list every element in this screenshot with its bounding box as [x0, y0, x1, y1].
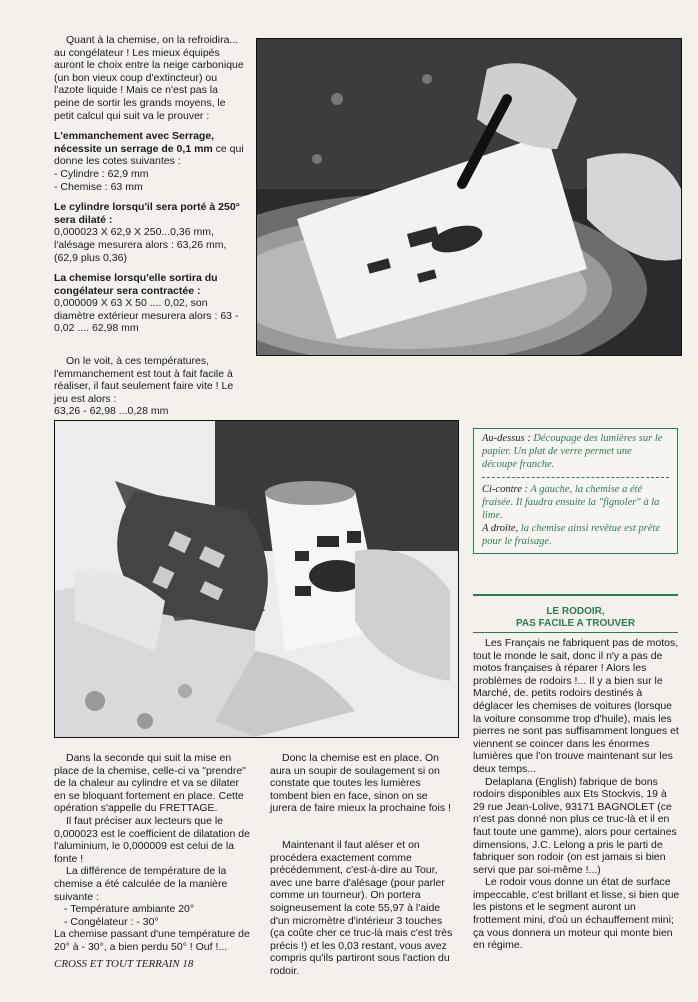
section-serrage: [54, 130, 244, 168]
rodoir-heading: [473, 606, 678, 630]
section-chemise-body: 0,000009 X 63 X 50 .... 0,02, son diamètre extérieur mesurera alors : 63 - 0,02 .... 62,98 mm: [54, 297, 239, 335]
list-item-ambiante: - Température ambiante 20°: [64, 903, 250, 916]
coefficient-paragraph: Il faut préciser aux lecteurs que le 0,000023 est le coefficient de dilatation de l'aluminium, le 0,000009 est celui de la fonte !: [54, 814, 250, 865]
caption-right-label: A droite,: [482, 522, 519, 534]
caption-right-text: la chemise ainsi revêtue est prête pour le fraisage.: [482, 522, 661, 547]
photo-paper-cutting: [256, 38, 682, 356]
bottom-middle-column: [270, 752, 456, 978]
caption-above: [482, 433, 669, 471]
caption-above-text: Découpage des lumières sur le papier. Un plat de verre permet une découpe franche.: [482, 433, 663, 470]
cote-cylindre: - Cylindre : 62,9 mm: [54, 167, 149, 180]
caption-against-label: Ci-contre :: [482, 484, 528, 496]
section-divider: [473, 594, 678, 596]
rodoir-paragraph-3: Le rodoir vous donne un état de surface impeccable, c'est brillant et lisse, si bien que les pistons et le segment auront un frottement mini, d'où un échauffement mini; ça vous donnera un moteur qui monte bien en régime.: [473, 876, 680, 952]
caption-separator: [482, 477, 669, 478]
rodoir-heading-line2: PAS FACILE A TROUVER: [515, 618, 636, 629]
top-left-column: [54, 34, 244, 418]
caption-above-label: Au-dessus :: [482, 433, 531, 444]
list-item-congelateur: - Congélateur : - 30°: [64, 916, 250, 929]
section-serrage-title: L'emmanchement avec Serrage, nécessite un serrage de 0,1 mm: [54, 130, 215, 155]
caption-against-text: A gauche, la chemise a été fraisée. Il faudra ensuite la "fignoler" à la lime.: [482, 484, 660, 521]
caption-against: [482, 484, 669, 522]
section-cylindre-title: Le cylindre lorsqu'il sera porté à 250° sera dilaté :: [54, 201, 240, 226]
page-footer: CROSS ET TOUT TERRAIN 18: [54, 958, 194, 970]
perte-paragraph: La chemise passant d'une température de 20° à - 30°, a bien perdu 50° ! Ouf !...: [54, 928, 250, 953]
caption-right: [482, 523, 669, 549]
heading-underline: [473, 632, 678, 633]
result-line: 63,26 - 62,98 ...0,28 mm: [54, 405, 169, 418]
rodoir-column: [473, 637, 680, 952]
section-chemise-title: La chemise lorsqu'elle sortira du congélateur sera contractée :: [54, 272, 218, 297]
section-serrage-rest: ce qui donne les cotes suivantes :: [54, 142, 244, 168]
photo-chemise-fraisee: [54, 420, 459, 738]
section-cylindre-body: 0,000023 X 62,9 X 250...0,36 mm, l'alésage mesurera alors : 63,26 mm, (62,9 plus 0,36): [54, 226, 227, 264]
cote-chemise: - Chemise : 63 mm: [54, 180, 143, 193]
temperature-paragraph: La différence de température de la chemise a été calculée de la manière suivante :: [54, 865, 228, 903]
rodoir-paragraph-2: Delaplana (English) fabrique de bons rodoirs disponibles aux Ets Stockvis, 19 à 29 rue Jean-Lolive, 93171 BAGNOLET (ce n'est pas donné non plus ce truc-là et il en faut toute une gamme), alors pour certaines dimensions, J.C. Lelong a pris le parti de fabriquer son rodoir (on est jamais si bien servi que par soi-même !...): [473, 775, 677, 876]
temperature-list: [54, 903, 250, 928]
paper-cutting-illustration: [257, 39, 681, 355]
intro-paragraph: Quant à la chemise, on la refroidira... au congélateur ! Les mieux équipés auront le choix entre la neige carbonique (un bon vieux coup d'extincteur) ou l'azote liquide ! Mais ce n'est pas la peine de sortir les grands moyens, le petit calcul qui suit va le prouver :: [54, 34, 244, 122]
chemise-en-place-paragraph: Donc la chemise est en place. On aura un soupir de soulagement si on constate que toutes les lumières tombent bien en face, sinon on se jurera de faire mieux la prochaine fois !: [270, 752, 451, 815]
rodoir-heading-line1: LE RODOIR,: [546, 606, 605, 617]
alesage-paragraph: Maintenant il faut aléser et on procédera exactement comme précédemment, c'est-à-dire au Tour, avec une barre d'alésage (pour parler comme un tourneur). On portera soigneusement la cote 55,97 à l'aide d'un micromètre d'intérieur 3 touches (ça coûte cher ce truc-là mais c'est très précis !) et les 0,03 restant, vous avez compris qu'ils partiront sous l'action du rodoir.: [270, 838, 453, 977]
rodoir-paragraph-1: Les Français ne fabriquent pas de motos, tout le monde le sait, donc il n'y a pas de motos françaises à réparer ! Alors les problèmes de rodoirs !... Il y a bien sur le Marché, de. petits rodoirs destinés à déglacer les chemises de voitures (lorsque la voiture consomme trop d'huile), mais les pierres ne sont pas suffisamment longues et viennent se coincer dans les énormes lumières que l'on trouve maintenant sur les deux temps...: [473, 637, 679, 775]
bottom-left-column: [54, 752, 250, 954]
frettage-paragraph: Dans la seconde qui suit la mise en place de la chemise, celle-ci va "prendre" de la chaleur au cylindre et va se dilater en se bloquant fortement en place. Cette opération s'appelle du FRETTAGE.: [54, 752, 246, 815]
caption-box: [473, 428, 678, 554]
conclusion-paragraph: On le voit, à ces températures, l'emmanchement est tout à fait facile à réaliser, il faut seulement faire vite ! Le jeu est alors :: [54, 355, 234, 405]
chemise-illustration: [55, 421, 458, 737]
